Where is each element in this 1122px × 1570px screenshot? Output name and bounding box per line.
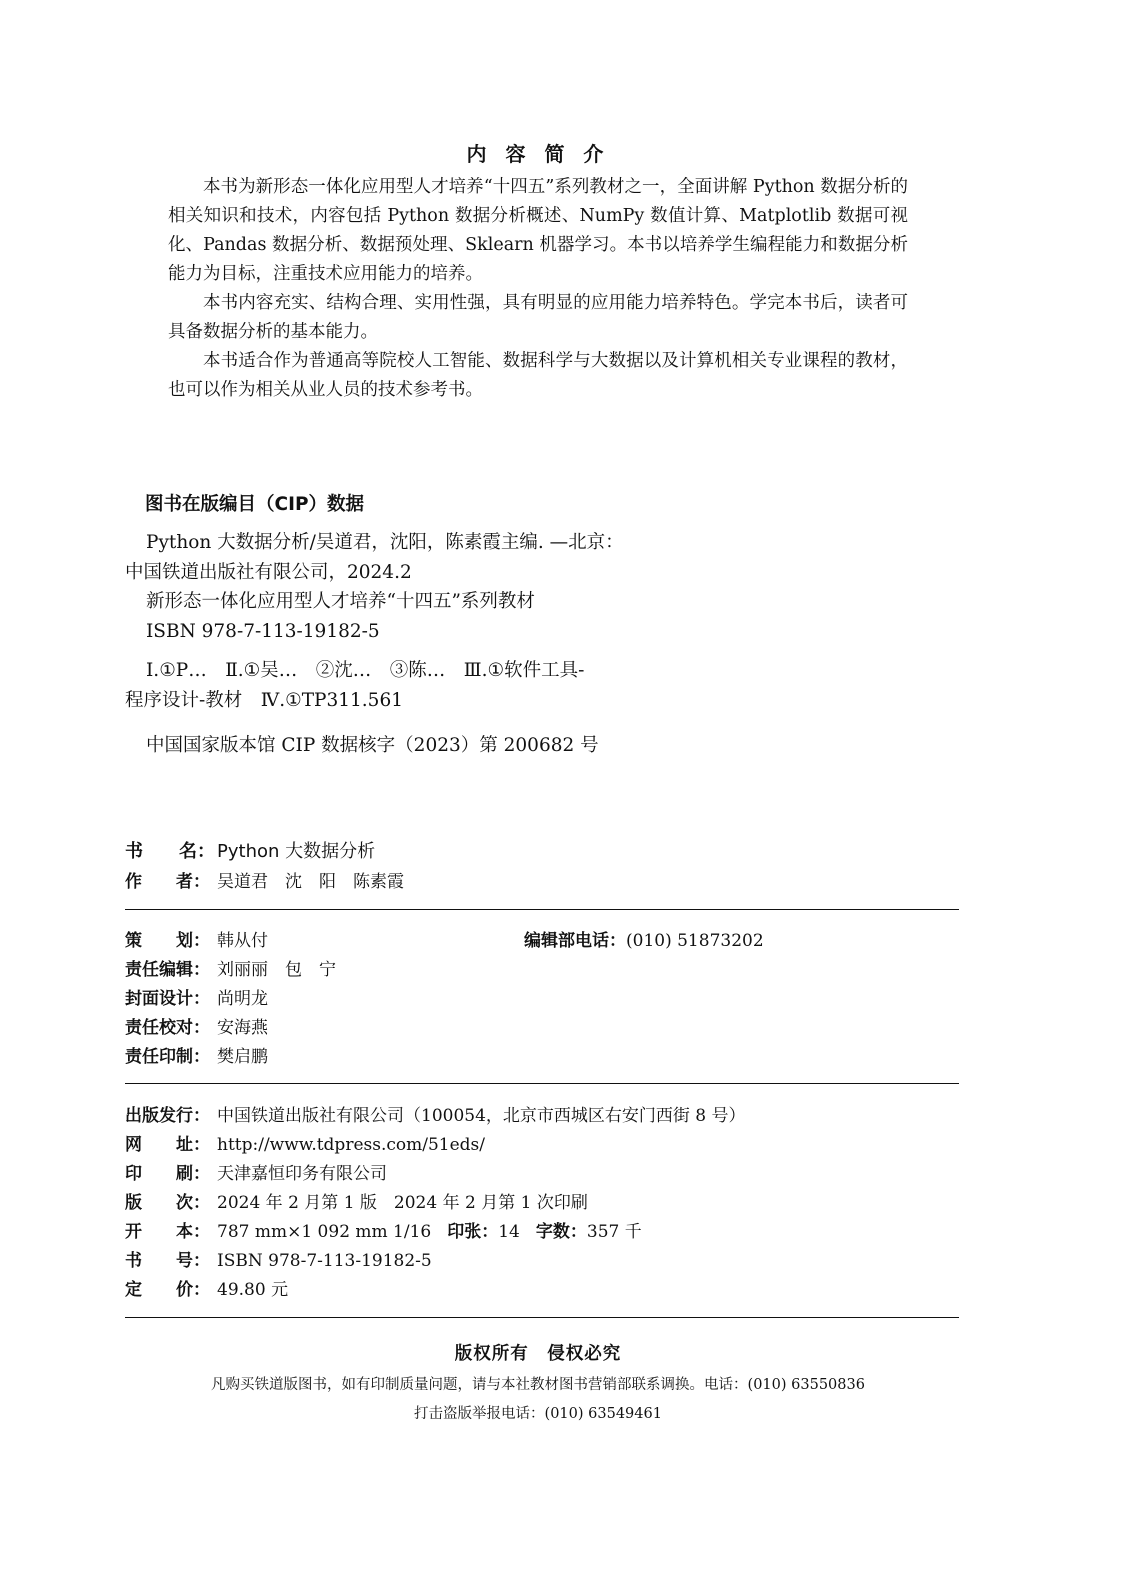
cover-design-value: 尚明龙 [217,989,268,1009]
proofreader-label: 责任校对： [125,1018,210,1038]
editor-row [125,955,336,980]
book-name-value: Python 大数据分析 [217,841,376,862]
words-value: 357 千 [586,1222,642,1242]
book-name-row [125,837,375,863]
sheets-value: 14 [498,1222,520,1242]
book-author-value: 吴道君 沈 阳 陈素霞 [217,872,404,892]
summary-body [168,173,908,405]
publisher-value: 中国铁道出版社有限公司（100054，北京市西城区右安门西街 8 号） [217,1106,746,1126]
summary-title: 内 容 简 介 [466,142,610,166]
cip-entry-line: Python 大数据分析/吴道君，沈阳，陈素霞主编. —北京： [146,532,624,553]
price-value: 49.80 元 [217,1280,289,1300]
editorial-phone-row [524,926,764,951]
print-supervisor-row [125,1042,268,1067]
format-value: 787 mm×1 092 mm 1/16 [217,1222,432,1242]
isbn-value: ISBN 978-7-113-19182-5 [217,1251,432,1271]
cover-design-label: 封面设计： [125,989,210,1009]
url-value[interactable]: http://www.tdpress.com/51eds/ [217,1135,485,1155]
format-label: 开 本： [125,1222,210,1242]
planner-label: 策 划： [125,931,210,951]
edition-label: 版 次： [125,1193,210,1213]
proofreader-value: 安海燕 [217,1018,268,1038]
printer-row [125,1159,387,1184]
divider [125,1083,959,1084]
edition-row [125,1188,588,1213]
edition-value: 2024 年 2 月第 1 版 2024 年 2 月第 1 次印刷 [217,1193,588,1213]
cip-class-line: 程序设计-教材 Ⅳ.①TP311.561 [125,689,403,711]
words-label: 字数： [535,1222,587,1242]
format-row [125,1217,642,1242]
copyright-title: 版权所有 侵权必究 [454,1344,622,1364]
planner-value: 韩从付 [217,931,268,951]
cip-entry-line: 中国铁道出版社有限公司，2024.2 [125,561,412,583]
editorial-phone-label: 编辑部电话： [524,931,626,951]
url-label: 网 址： [125,1135,210,1155]
summary-paragraph: 本书为新形态一体化应用型人才培养“十四五”系列教材之一，全面讲解 Python 数据分析的相关知识和技术，内容包括 Python 数据分析概述、NumPy 数值计算、Matplotlib 数据可视化、Pandas 数据分析、数据预处理、Sklearn 机器学习。本书以培养学生编程能力和数据分析能力为目标，注重技术应用能力的培养。 [168,177,908,284]
price-row [125,1275,288,1300]
editor-value: 刘丽丽 包 宁 [217,960,336,980]
planner-row [125,926,268,951]
cip-class-line: Ⅰ.①P… Ⅱ.①吴… ②沈… ③陈… Ⅲ.①软件工具- [146,660,585,681]
cip-entry [125,528,685,646]
editor-label: 责任编辑： [125,960,210,980]
cip-isbn: ISBN 978-7-113-19182-5 [146,620,380,642]
book-author-label: 作 者： [125,872,210,892]
piracy-report-line: 打击盗版举报电话：(010) 63549461 [414,1406,662,1422]
cip-record: 中国国家版本馆 CIP 数据核字（2023）第 200682 号 [146,735,599,756]
cip-classification [125,656,685,715]
book-author-row [125,867,404,892]
url-row [125,1130,485,1155]
proofreader-row [125,1013,268,1038]
sheets-label: 印张： [447,1222,499,1242]
print-supervisor-label: 责任印制： [125,1047,210,1067]
summary-paragraph: 本书适合作为普通高等院校人工智能、数据科学与大数据以及计算机相关专业课程的教材，也可以作为相关从业人员的技术参考书。 [168,351,908,400]
isbn-label: 书 号： [125,1251,210,1271]
printer-label: 印 刷： [125,1164,210,1184]
divider [125,1317,959,1318]
divider [125,909,959,910]
cip-title: 图书在版编目（CIP）数据 [145,494,365,515]
book-name-label: 书 名： [125,841,215,862]
price-label: 定 价： [125,1280,210,1300]
isbn-row [125,1246,432,1271]
print-supervisor-value: 樊启鹏 [217,1047,268,1067]
summary-paragraph: 本书内容充实、结构合理、实用性强，具有明显的应用能力培养特色。学完本书后，读者可具备数据分析的基本能力。 [168,293,908,342]
publisher-label: 出版发行： [125,1106,210,1126]
cover-design-row [125,984,268,1009]
printer-value: 天津嘉恒印务有限公司 [217,1164,387,1184]
cip-series: 新形态一体化应用型人才培养“十四五”系列教材 [146,591,535,612]
publisher-row [125,1101,746,1126]
copyright-notice: 凡购买铁道版图书，如有印制质量问题，请与本社教材图书营销部联系调换。电话：(010) 63550836 [211,1377,865,1393]
editorial-phone-value: (010) 51873202 [626,931,764,951]
